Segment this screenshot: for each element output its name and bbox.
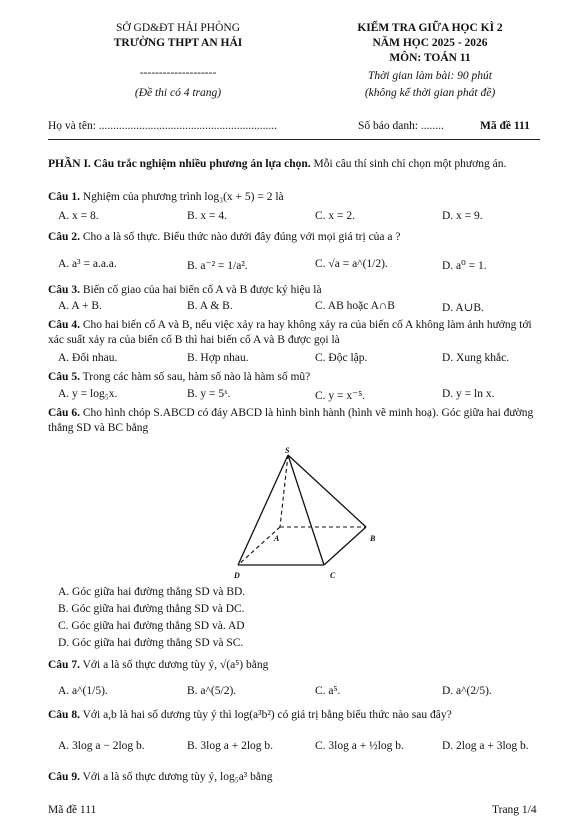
divider-dashes: -------------------- [139,67,217,79]
option-c: C. √a = a^(1/2). [315,258,388,270]
option-d: D. a^(2/5). [442,685,492,697]
option-a: A. y = log₅x. [58,388,118,400]
option-a: A. x = 8. [58,210,99,222]
option-b: B. 3log a + 2log b. [187,740,274,752]
option-c: C. 3log a + ½log b. [315,740,404,752]
exam-time: Thời gian làm bài: 90 phút [367,70,493,82]
question-number: Câu 2. [48,231,80,243]
question-number: Câu 5. [48,371,80,383]
pyramid-figure [228,445,388,585]
question-5 [48,370,310,385]
question-text: Nghiệm của phương trình log₃(x + 5) = 2 là [82,191,284,203]
question-text: Cho a là số thực. Biểu thức nào dưới đây đúng với mọi giá trị của a ? [82,231,401,243]
option-d: D. a⁰ = 1. [442,260,487,272]
subject: MÔN: TOÁN 11 [389,52,471,64]
part1-heading [48,156,540,172]
option-c: C. AB hoặc A∩B [315,300,395,312]
question-1 [48,190,284,205]
question-text: Cho hình chóp S.ABCD có đáy ABCD là hình bình hành (hình vẽ minh hoạ). Góc giữa hai đường thẳng SD và BC bằng [48,407,534,434]
label-d: D [234,571,240,580]
header-rule [48,139,540,140]
question-8 [48,708,452,723]
question-3 [48,283,322,298]
edge-sa [280,455,288,527]
option-b: B. a⁻² = 1/a². [187,260,248,272]
option-c: C. a⁵. [315,685,341,697]
option-d: D. A∪B. [442,302,484,314]
question-number: Câu 4. [48,319,80,331]
option-d: D. Góc giữa hai đường thẳng SD và SC. [58,637,244,649]
option-b: B. Hợp nhau. [187,352,249,364]
label-s: S [285,446,290,455]
option-d: D. 2log a + 3log b. [442,740,529,752]
question-text: Với a là số thực dương tùy ý, √(a⁵) bằng [82,659,269,671]
time-note: (không kể thời gian phát đề) [364,87,496,99]
school-year: NĂM HỌC 2025 - 2026 [372,37,488,49]
option-d: D. Xung khắc. [442,352,510,364]
option-d: D. y = ln x. [442,388,495,400]
option-c: C. y = x⁻⁵. [315,390,366,402]
department: SỞ GD&ĐT HẢI PHÒNG [115,22,241,34]
question-number: Câu 3. [48,284,80,296]
option-b: B. Góc giữa hai đường thẳng SD và DC. [58,603,245,615]
label-a: A [274,534,280,543]
option-a: A. Góc giữa hai đường thẳng SD và BD. [58,586,246,598]
exam-title: KIỂM TRA GIỮA HỌC KÌ 2 [357,22,503,34]
edge-cb [324,527,366,565]
question-7 [48,658,268,673]
option-b: B. A & B. [187,300,233,312]
student-name-field: Họ và tên: .............................................................. [48,120,278,132]
school-name: TRƯỜNG THPT AN HẢI [113,37,243,49]
edge-ad [238,527,280,565]
pages-note: (Đề thi có 4 trang) [134,87,222,99]
question-9 [48,770,273,785]
option-a: A. A + B. [58,300,102,312]
question-number: Câu 7. [48,659,80,671]
label-b: B [370,534,376,543]
exam-code: Mã đề 111 [480,120,530,132]
option-b: B. x = 4. [187,210,228,222]
question-6 [48,406,538,436]
footer-exam-code: Mã đề 111 [48,804,97,816]
label-c: C [330,571,336,580]
question-text: Trong các hàm số sau, hàm số nào là hàm số mũ? [82,371,311,383]
part1-description: Mỗi câu thí sinh chỉ chọn một phương án. [310,158,507,170]
question-number: Câu 6. [48,407,80,419]
option-d: D. x = 9. [442,210,483,222]
question-text: Cho hai biến cố A và B, nếu việc xảy ra hay không xảy ra của biến cố A không làm ảnh hưởng tới xác suất xảy ra của biến cố B thì hai biến cố A và B được gọi là [48,319,532,346]
student-id-field: Số báo danh: ........ [358,120,444,132]
footer-page-number: Trang 1/4 [492,804,537,816]
option-c: C. Độc lập. [315,352,368,364]
option-a: A. Đối nhau. [58,352,118,364]
option-c: C. Góc giữa hai đường thẳng SD và. AD [58,620,245,632]
question-number: Câu 9. [48,771,80,783]
part1-title: PHẦN I. Câu trắc nghiệm nhiều phương án lựa chọn. [48,158,311,170]
option-b: B. y = 5ˣ. [187,388,231,400]
question-number: Câu 8. [48,709,80,721]
option-b: B. a^(5/2). [187,685,237,697]
question-4 [48,318,538,348]
question-2 [48,230,400,245]
option-a: A. a³ = a.a.a. [58,258,117,270]
question-text: Với a,b là hai số dương tùy ý thì log(a³b²) có giá trị bằng biểu thức nào sau đây? [82,709,452,721]
option-c: C. x = 2. [315,210,356,222]
option-a: A. a^(1/5). [58,685,108,697]
option-a: A. 3log a − 2log b. [58,740,145,752]
edge-sd [238,455,288,565]
question-text: Biến cố giao của hai biến cố A và B được ký hiệu là [82,284,322,296]
question-number: Câu 1. [48,191,80,203]
question-text: Với a là số thực dương tùy ý, log₅a³ bằng [82,771,273,783]
